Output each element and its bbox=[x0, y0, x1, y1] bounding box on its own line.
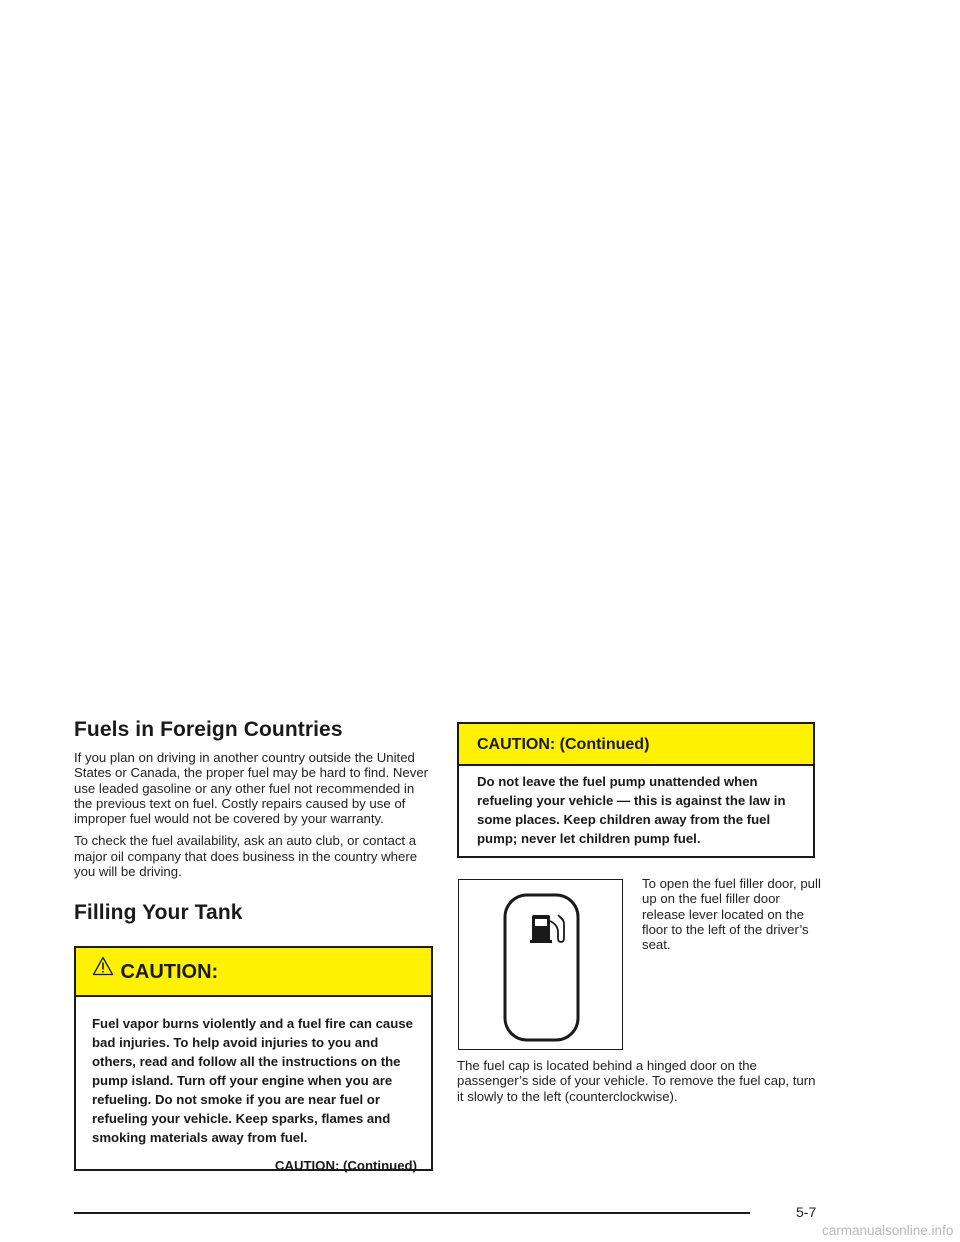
warning-triangle-icon bbox=[92, 956, 114, 981]
caution-header bbox=[76, 948, 431, 997]
heading-filling-tank: Filling Your Tank bbox=[74, 901, 243, 925]
caution-box-continued bbox=[457, 722, 815, 858]
paragraph-fuels-foreign-1: If you plan on driving in another country outside the United States or Canada, the proper fuel may be hard to find. Never use leaded gasoline or any other fuel not recommended in the previous text on fuel. Costly repairs caused by use of improper fuel would not be covered by your warranty. bbox=[74, 750, 429, 827]
caution-continued-label: CAUTION: (Continued) bbox=[274, 1158, 417, 1174]
left-column bbox=[74, 718, 434, 1174]
fuel-door-lever-figure bbox=[458, 879, 623, 1050]
caution-title: CAUTION: bbox=[120, 961, 219, 984]
caution-continued-header bbox=[459, 724, 813, 766]
fuel-door-instructions bbox=[642, 876, 822, 952]
page-number: 5-7 bbox=[796, 1204, 817, 1220]
caution-continued-body bbox=[459, 766, 813, 848]
fuel-door-text: To open the fuel filler door, pull up on the fuel filler door release lever located on the floor to the left of the driver’s seat. bbox=[642, 876, 821, 953]
fuel-cap-section bbox=[457, 1058, 819, 1104]
caution-continued-text: Do not leave the fuel pump unattended when refueling your vehicle — this is against the law in some places. Keep children away from the fuel pump; never let children pump fuel. bbox=[477, 774, 786, 846]
right-column bbox=[457, 722, 821, 1104]
fuel-cap-text: The fuel cap is located behind a hinged door on the passenger’s side of your vehicle. To remove the fuel cap, turn it slowly to the left (counterclockwise). bbox=[457, 1058, 816, 1104]
fuel-door-lever-icon bbox=[459, 880, 622, 1049]
footer-rule bbox=[74, 1212, 750, 1214]
caution-text: Fuel vapor burns violently and a fuel fire can cause bad injuries. To help avoid injuries to you and others, read and follow all the instructions on the pump island. Turn off your engine when you are refueling. Do not smoke if you are near fuel or refueling your vehicle. Keep sparks, flames and smoking materials away from fuel. bbox=[92, 1016, 413, 1146]
caution-continued-title: CAUTION: (Continued) bbox=[477, 736, 650, 753]
watermark: carmanualsonline.info bbox=[822, 1223, 954, 1238]
fuel-door-section bbox=[457, 876, 821, 1104]
caution-box-fuel-vapor bbox=[74, 946, 433, 1174]
caution-body bbox=[76, 997, 431, 1175]
heading-fuels-foreign: Fuels in Foreign Countries bbox=[74, 718, 343, 741]
paragraph-fuels-foreign-2: To check the fuel availability, ask an auto club, or contact a major oil company that does business in the country where you will be driving. bbox=[74, 833, 418, 880]
